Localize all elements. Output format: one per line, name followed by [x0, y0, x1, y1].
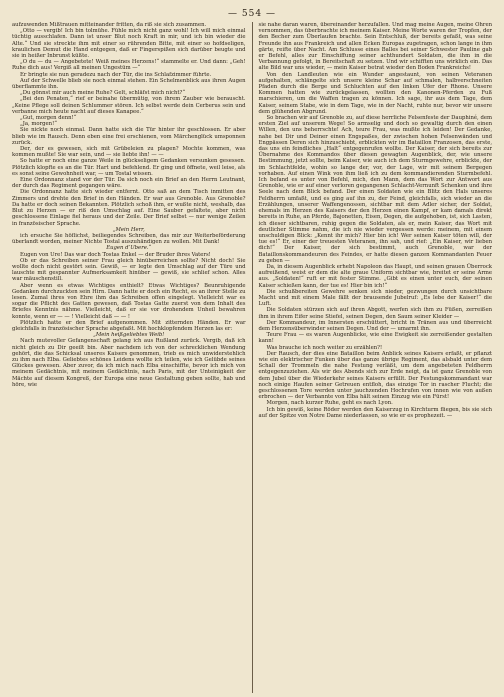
right-column [253, 22, 493, 693]
left-column [12, 22, 252, 693]
paragraph: „Bei den Penaten,“ rief er beinahe übermütig, von ihrem Zauber wie berauscht. „Keine Pflege soll deinen Schlummer stören. Ich selbst werde dein Cerberus sein und verbanne mich heute nacht auf dieses Kanapee.“ [12, 96, 246, 115]
paragraph: Eugen von Ure! Das war doch Tostas Enkel — der Bruder ihres Vaters! [20, 251, 211, 258]
paragraph: Ob er das Schreiben seiner Frau gleich hinüberreichen sollte? Nicht doch! Sie wollte doch nicht gestört sein. Gewiß, — er legte den Umschlag auf der Türe und lauschte mit gespannter Aufmerksamkeit hinüber — gewiß, sie schlief schon. Alles war mäuschenstill. [12, 257, 246, 283]
paragraph: „Gut, morgen denn!“ [20, 115, 77, 122]
paragraph: Morgen, nach kurzer Ruhe, geht es nach Lyon. [266, 400, 393, 407]
paragraph: Der, der es gewesen, sich mit Grübeleien zu plagen? Mochte kommen, was kommen mußte! Sie war sein, und — sie liebte ihn! — — [12, 146, 246, 159]
paragraph: „Otto — vergib! Ich bin tolmühe. Fühle mich nicht ganz wohl! Ich will mich einmal tüchtig ausschlafen. Dann ist unser Blut noch Kraft in mir, und ich bin wieder die Alte.“ Und sie streckte ihm mit einer so rührenden Bitte, mit einer so hofdseligen, kraulichen Demut die Hand entgegen, daß er Fingerspißen sich darüber beugte und sie in heißer Inbrunst küßte. [12, 28, 246, 60]
paragraph: Eugen d’Ubere.“ [106, 245, 152, 252]
paragraph: Die schußbereiten Gewehre senken sich nieder, gezwungen durch unsichtbare Macht und mit einem Male fällt der brausende Jubelruf: „Es lebe der Kaiser!“ die Luft. [258, 288, 493, 308]
paragraph: sie nahe daran waren, übereinander herzufallen. Und mag meine Augen, meine Ohren vernommen, das überbrachte ich meinem Kaiser. Meine Worte waren der Tropfen, der den Becher zum Überlaufen brachte. Sein Entschluß, der bereits gefaßt, was seine Freunde ihn aus Frankreich und allen Ecken Europas zugetragen, schon lange in ihm gärte, reifte über Nacht. Am Schlusse eines Balles bei seiner Schwester Pauline gab er Befehl, alles zur Einschiffung seiner achthundert Soldaten, die ihm in die Verbannung gefolgt, in Bereitschaft zu setzen. Und wir schifften uns wirklich ein. Das alte Bild war uns wieder, — mein Kaiser betrat wieder den Boden Frankreichs! [258, 22, 493, 72]
page-number: — 554 — [228, 9, 276, 19]
paragraph: Der Kommandeur, im Innersten erschüttert, bricht in Tränen aus und überreicht dem Herzensüberwinder seinen Degen. Und der — umarmt ihn. [258, 319, 493, 332]
paragraph: Ich bin gewiß, keine Röder werden den Kaiserzug in Kirchturm fliegen, bis sie sich auf der Spitze von Notre Dame niederlassen, so wie er es prophezeit. — [258, 406, 493, 419]
paragraph: „Du gönnst mir auch meine Ruhe? Gelt, schläfst mich nicht?“ [20, 90, 186, 97]
paragraph: Nach mutevoller Gefangenschaft gelang ich aus Rußland zurück. Vergib, daß ich nicht gleich zu Dir geeilt bin. Aber nachdem ich von der schrecklichen Wendung gehört, die das Schicksal unseres Kaisers genommen, trieb es mich unwiderstehlich zu ihm nach Elba. Geliebtes schönes Leidens wollte ich teilen, wie ich Gelübde seines Glückes gewesen. Aber zuvor, da ich mich nach Elba einschiffte, bevor ich mich von meinem Gedächtnis, mit meinem Gedächtnis, nach Paris, mit der Unteinigkeit der Mächte auf diesem Kongreß, der Europa eine neue Gestaltung geben sollte, hab und höre, wie [12, 338, 246, 388]
paragraph: Eine Ordonnanz stand vor der Tür. Da sich noch ein Brief an den Herrn Leutnant, der durch das Regiment gegangen wäre. [12, 177, 246, 190]
paragraph: ich ersuche Sie höflichst, beiliegendes Schreiben, das mir zur Weiterbeförderung überlandt worden, meiner Nichte Tostal auszuhändigen zu wollen. Mit Dank! [12, 232, 246, 246]
paragraph: Aber wenn es etwas Wichtiges enthielt? Etwas Wichtiges? Beunruhigende Gedanken durchzuckten sein Hirn. Dann hatte er doch ein Recht, es an ihrer Stelle zu lesen. Zumal ihres von Ehre ihm das Schreiben offen eingelegt. Vielleicht war es sogar die Pflicht des Gatten gewesen, daß Tostas Gatte zuerst von dem Inhalt des Briefes Kenntnis nähme. Vielleicht, daß er sie vor drohendem Unheil bewahren konnte, wenn er — — ! Vielleicht daß — — ! [12, 282, 246, 320]
paragraph: Der Rausch, der dies eine Bataillon beim Anblick seines Kaisers erfaßt, er pflanzt wie ein elektrischer Funken über das ganze übrige Regiment, das alsbald unter dem Schall der Trommeln die nahe Festung verläßt, um dem angebeteten Feldherrn entgegenzuziehen. Als wir des Abends sich zur Erde neigt, da ist ganz Grenoble von dem Jubel über die Wiederkehr seines Kaisers erfüllt. Der Festungskommandant war noch einige Haufen seiner Getreuen entfloh, das einzige Tor in rascher Flucht; die geschlossenen Tore werden unter jauchzenden Hochrufen von innen wie von außen erbrochen — der Verbannte von Elba hält seinen Einzug wie ein Fürst! [258, 350, 493, 401]
paragraph: Plötzlich hatte er den Brief aufgenommen. Mit zitternden Händen. Er war gleichfalls in französischer Sprache abgefaßt. Mit hochklopfendem Herzen las er: [12, 319, 246, 332]
paragraph: „Mein heißgeliebtes Weib! [93, 332, 165, 339]
paragraph: „Mein Herr, [112, 226, 145, 233]
paragraph: Teure Frau — es waren Augenblicke, wie eine Ewigkeit sie zerreißender gestalten kann! [258, 332, 493, 345]
paragraph: Die Soldaten stürzen sich auf ihren Abgott, werfen sich ihm zu Füßen, zerreißen ihm in ihrem Eifer seine Stiefel, seinen Degen, den Saum seiner Kleider — [258, 307, 493, 320]
paragraph: aufzuwenden Mißtrauen mitteinander fritten, da riß sie sich zusammen. [12, 22, 207, 28]
paragraph: Er bringte sie nun geradezu nach der Tür, die ins Schlafzimmer führte. [20, 71, 212, 78]
paragraph: Auf der Schwelle blieb sie noch einmal stehen. Ein Schelmenblick aus ihren Augen überflammte ihn. [12, 77, 246, 91]
paragraph: Was brauche ich noch weiter zu erzählen?! [266, 344, 383, 351]
paragraph: So brachen wir auf Grenoble zu, auf diese herrliche Felsenfeste der Dauphiné, dem ersten Ziel auf unserem Wege! So armselig und doch so gewaltig durch den einen Willen, den uns beherrschte! Ach, teure Frau, was mußte ich leiden! Der Gedanke, nahe bei Dir und Deiner einen Engspaßes, der zwischen hohen Felsenwänden und Engpässen Deren sich hinzuschiebt, erblickten wir im Bataillon Franzosen, das erste, das uns ein feindliches „Halt“ entgegenrufen wollte. Der Kaiser, der sich bereits zur Übernahme des Kommandos über diesen gewagten Augenblick, der, wie unsere Bestimmung, jetzt sollte, beim Kaiser, wie auch ich dem Sturmgewehre, erblickte, der im Schlachtfelde, wohin so lange der, vor, der Lage, wir mit seinem Bergegen vorhaben. Auf einen Wink von ihm ließ ich zu dem kommandierenden Sturmbefehl. Ich befand es unter von Befehl, mich, den Mann, dem das Wort zur Antwort aus Grenoble, wie er auf einer verloren gegangenen Schlacht-Vernunft Schenken und ihre Seele nach dem Blick befand. Der einen Soldaten wie ein Blitz den Hals unseres Feldherrn umfaßt, und es ging auf ihn zu, der Feind, gleichfalls, sich wieder an die Erzählungen, unserer Waffengenossen, sichtbar mit dem Adler sicher, der Soldat, ehemals im Herzen des Kaisers der den Herzen einen Kampf, er kam damals direkt bereits in Ruhe, an Pferde, Bajonetten, Eisen, Degen, die aufgehoben, ist, sich Lasten, ich dieser sichtbaren, ruhig gegen die Soldaten, als er, mein Kaiser, das Wort mit deutlicher Stimme nahm, die ich nie wieder vergessen werde: meinem, mit einem unschuldigen Blick: „Kennt ihr mich? Hier bin ich! Wer seinen Kaiser töten will, der tue es!“ Er, einer der treuesten Veteranen, ihn sah, und rief: „Ein Kaiser, wir lieben dich!“ Der Kaiser, der sich bestimmt, auch Grenoble, war der Bataillonskommandeuren des Feindes, er hatte diesen ganzen Kommandanten Feuer zu geben — [258, 115, 493, 264]
paragraph: Die Ordonnanz hatte sich wieder entfernt. Otto saß an dem Tisch inmitten des Zimmers und drehte den Brief in den Händen. Er war aus Grenoble. Aus Grenoble? Da hatte er doch seinen Bekannten. Plötzlich schoß ihm, er wußte nicht, weshalb, das Blut zu Herzen — er riß den Umschlag auf. Eine Sauber gefaltete, aber nicht geschlossene Einlage fiel heraus und der Zeile. Der Brief selbst — nur wenige Zeilen in französischer Sprache. [12, 189, 246, 227]
paragraph: So hatte er noch eine ganze Weile in glückseligem Gedanken versunken gesessen. Plötzlich klopfte es an die Tür. Hart und befehlend. Er ging und öffnete, weil leise, als es sonst seine Gewohnheit war, — um Tostal wissen. [12, 158, 246, 177]
paragraph: „Ja, morgen!“ [20, 121, 57, 128]
paragraph: Da, in diesem Augenblick erhebt Napoleon das Haupt, und seinen grauen Überrock aufreißend, weist er dem die alte graue Uniform sichtbar wie, breitet er seine Arme aus. „Soldaten!“ ruft er mit fester Stimme. „Gibt es einen unter euch, der seinen Kaiser schießen kann, der tue es! Hier bin ich!“ [258, 263, 493, 289]
paragraph: „O du — du — Angebetete! Weiß meines Herzens!“ stammelte er. Und dann: „Geh! Ruhe dich aus! Vergiß all meinen Ungestüm —“ [12, 59, 246, 72]
paragraph: Sie nickte noch einmal. Dann hatte sich die Tür hinter ihr geschlossen. Er aber blieb wie im Rausch. Denn eben eine frei erschienen, vom Märchenglück umsponnen zurück. [12, 127, 246, 146]
paragraph: Von den Landleuten wie ein Wunder angestaunt, von seinen Veteranen aufgehalten, schlängelte sich unsere kleine Schar auf schmalen, halbverschneiten Pfaden durch die Berge und Schluchten auf den linken Ufer der Rhone. Unsere Kommen hatten wie zurückgelassen, wollten den Kanonen-Pferden zu Fuß marschieren, um die Waffen tragen zu können. Ich sage, ihr aus dem Tage, dem Kaiser, seinem Stabe, wie in dem Tage, wie in der Nacht, ruhte nur, bevor wir unsere dem glühenden Abgrund. [258, 71, 493, 115]
text-columns [12, 22, 492, 693]
